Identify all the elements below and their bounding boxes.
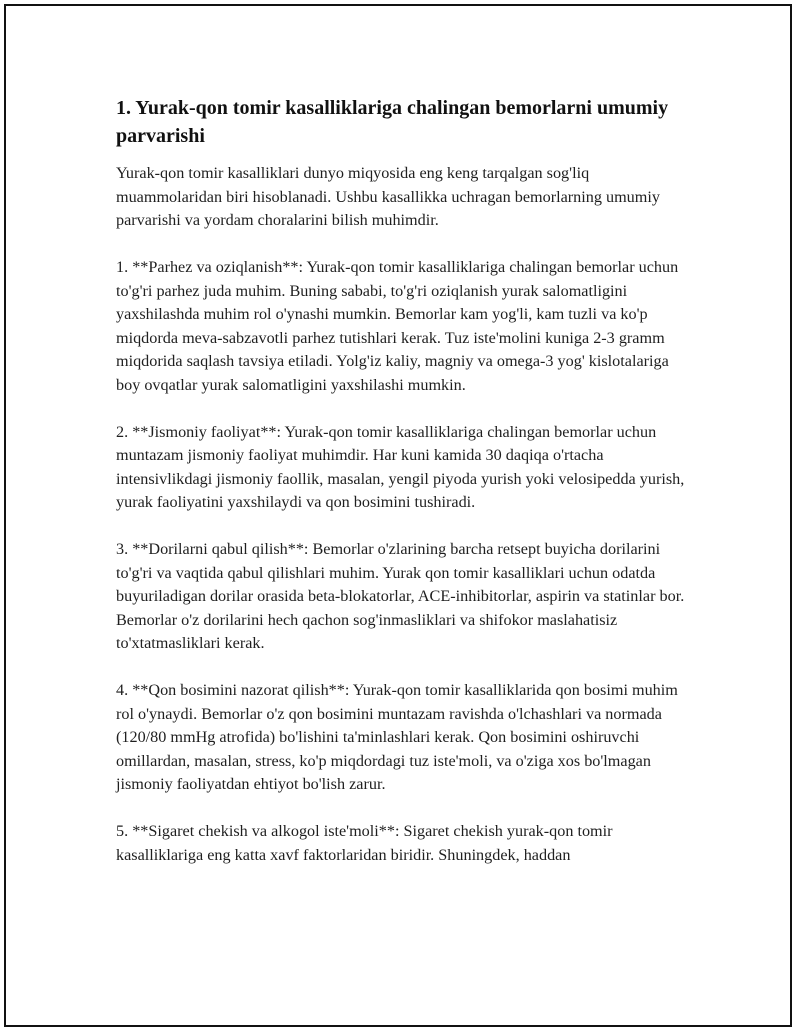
section-physical-activity: 2. **Jismoniy faoliyat**: Yurak-qon tomir kasalliklariga chalingan bemorlar uchun muntazam jismoniy faoliyat muhimdir. Har kuni kamida 30 daqiqa o'rtacha intensivlikdagi jismoniy faollik, masalan, yengil piyoda yurish yoki velosipedda yurish, yurak faoliyatini yaxshilaydi va qon bosimini tushiradi. [116, 422, 685, 511]
document-body [116, 94, 696, 891]
section-smoking-alcohol: 5. **Sigaret chekish va alkogol iste'moli**: Sigaret chekish yurak-qon tomir kasalliklariga eng katta xavf faktorlaridan biridir. Shuningdek, haddan [116, 822, 613, 864]
section-blood-pressure: 4. **Qon bosimini nazorat qilish**: Yurak-qon tomir kasalliklarida qon bosimi muhim rol o'ynaydi. Bemorlar o'z qon bosimini muntazam ravishda o'lchashlari va normada (120/80 mmHg atrofida) bo'lishini ta'minlashlari kerak. Qon bosimini oshiruvchi omillardan, masalan, stress, ko'p miqdordagi tuz iste'moli, va o'ziga xos bo'lmagan jismoniy faoliyatdan ehtiyot bo'lish zarur. [116, 681, 678, 793]
section-diet: 1. **Parhez va oziqlanish**: Yurak-qon tomir kasalliklariga chalingan bemorlar uchun to'g'ri parhez juda muhim. Buning sababi, to'g'ri oziqlanish yurak salomatligini yaxshilashda muhim rol o'ynashi mumkin. Bemorlar kam yog'li, kam tuzli va ko'p miqdorda meva-sabzavotli parhez tutishlari kerak. Tuz iste'molini kuniga 2-3 gramm miqdorida saqlash tavsiya etiladi. Yolg'iz kaliy, magniy va omega-3 yog' kislotalariga boy ovqatlar yurak salomatligini yaxshilashi mumkin. [116, 258, 679, 394]
document-title: 1. Yurak-qon tomir kasalliklariga chalingan bemorlarni umumiy parvarishi [116, 97, 669, 147]
intro-paragraph: Yurak-qon tomir kasalliklari dunyo miqyosida eng keng tarqalgan sog'liq muammolaridan biri hisoblanadi. Ushbu kasallikka uchragan bemorlarning umumiy parvarishi va yordam choralarini bilish muhimdir. [116, 164, 660, 229]
section-medication: 3. **Dorilarni qabul qilish**: Bemorlar o'zlarining barcha retsept buyicha dorilarini to'g'ri va vaqtida qabul qilishlari muhim. Yurak qon tomir kasalliklari uchun odatda buyuriladigan dorilar orasida beta-blokatorlar, ACE-inhibitorlar, aspirin va statinlar bor. Bemorlar o'z dorilarini hech qachon sog'inmasliklari va shifokor maslahatisiz to'xtatmasliklari kerak. [116, 540, 685, 652]
